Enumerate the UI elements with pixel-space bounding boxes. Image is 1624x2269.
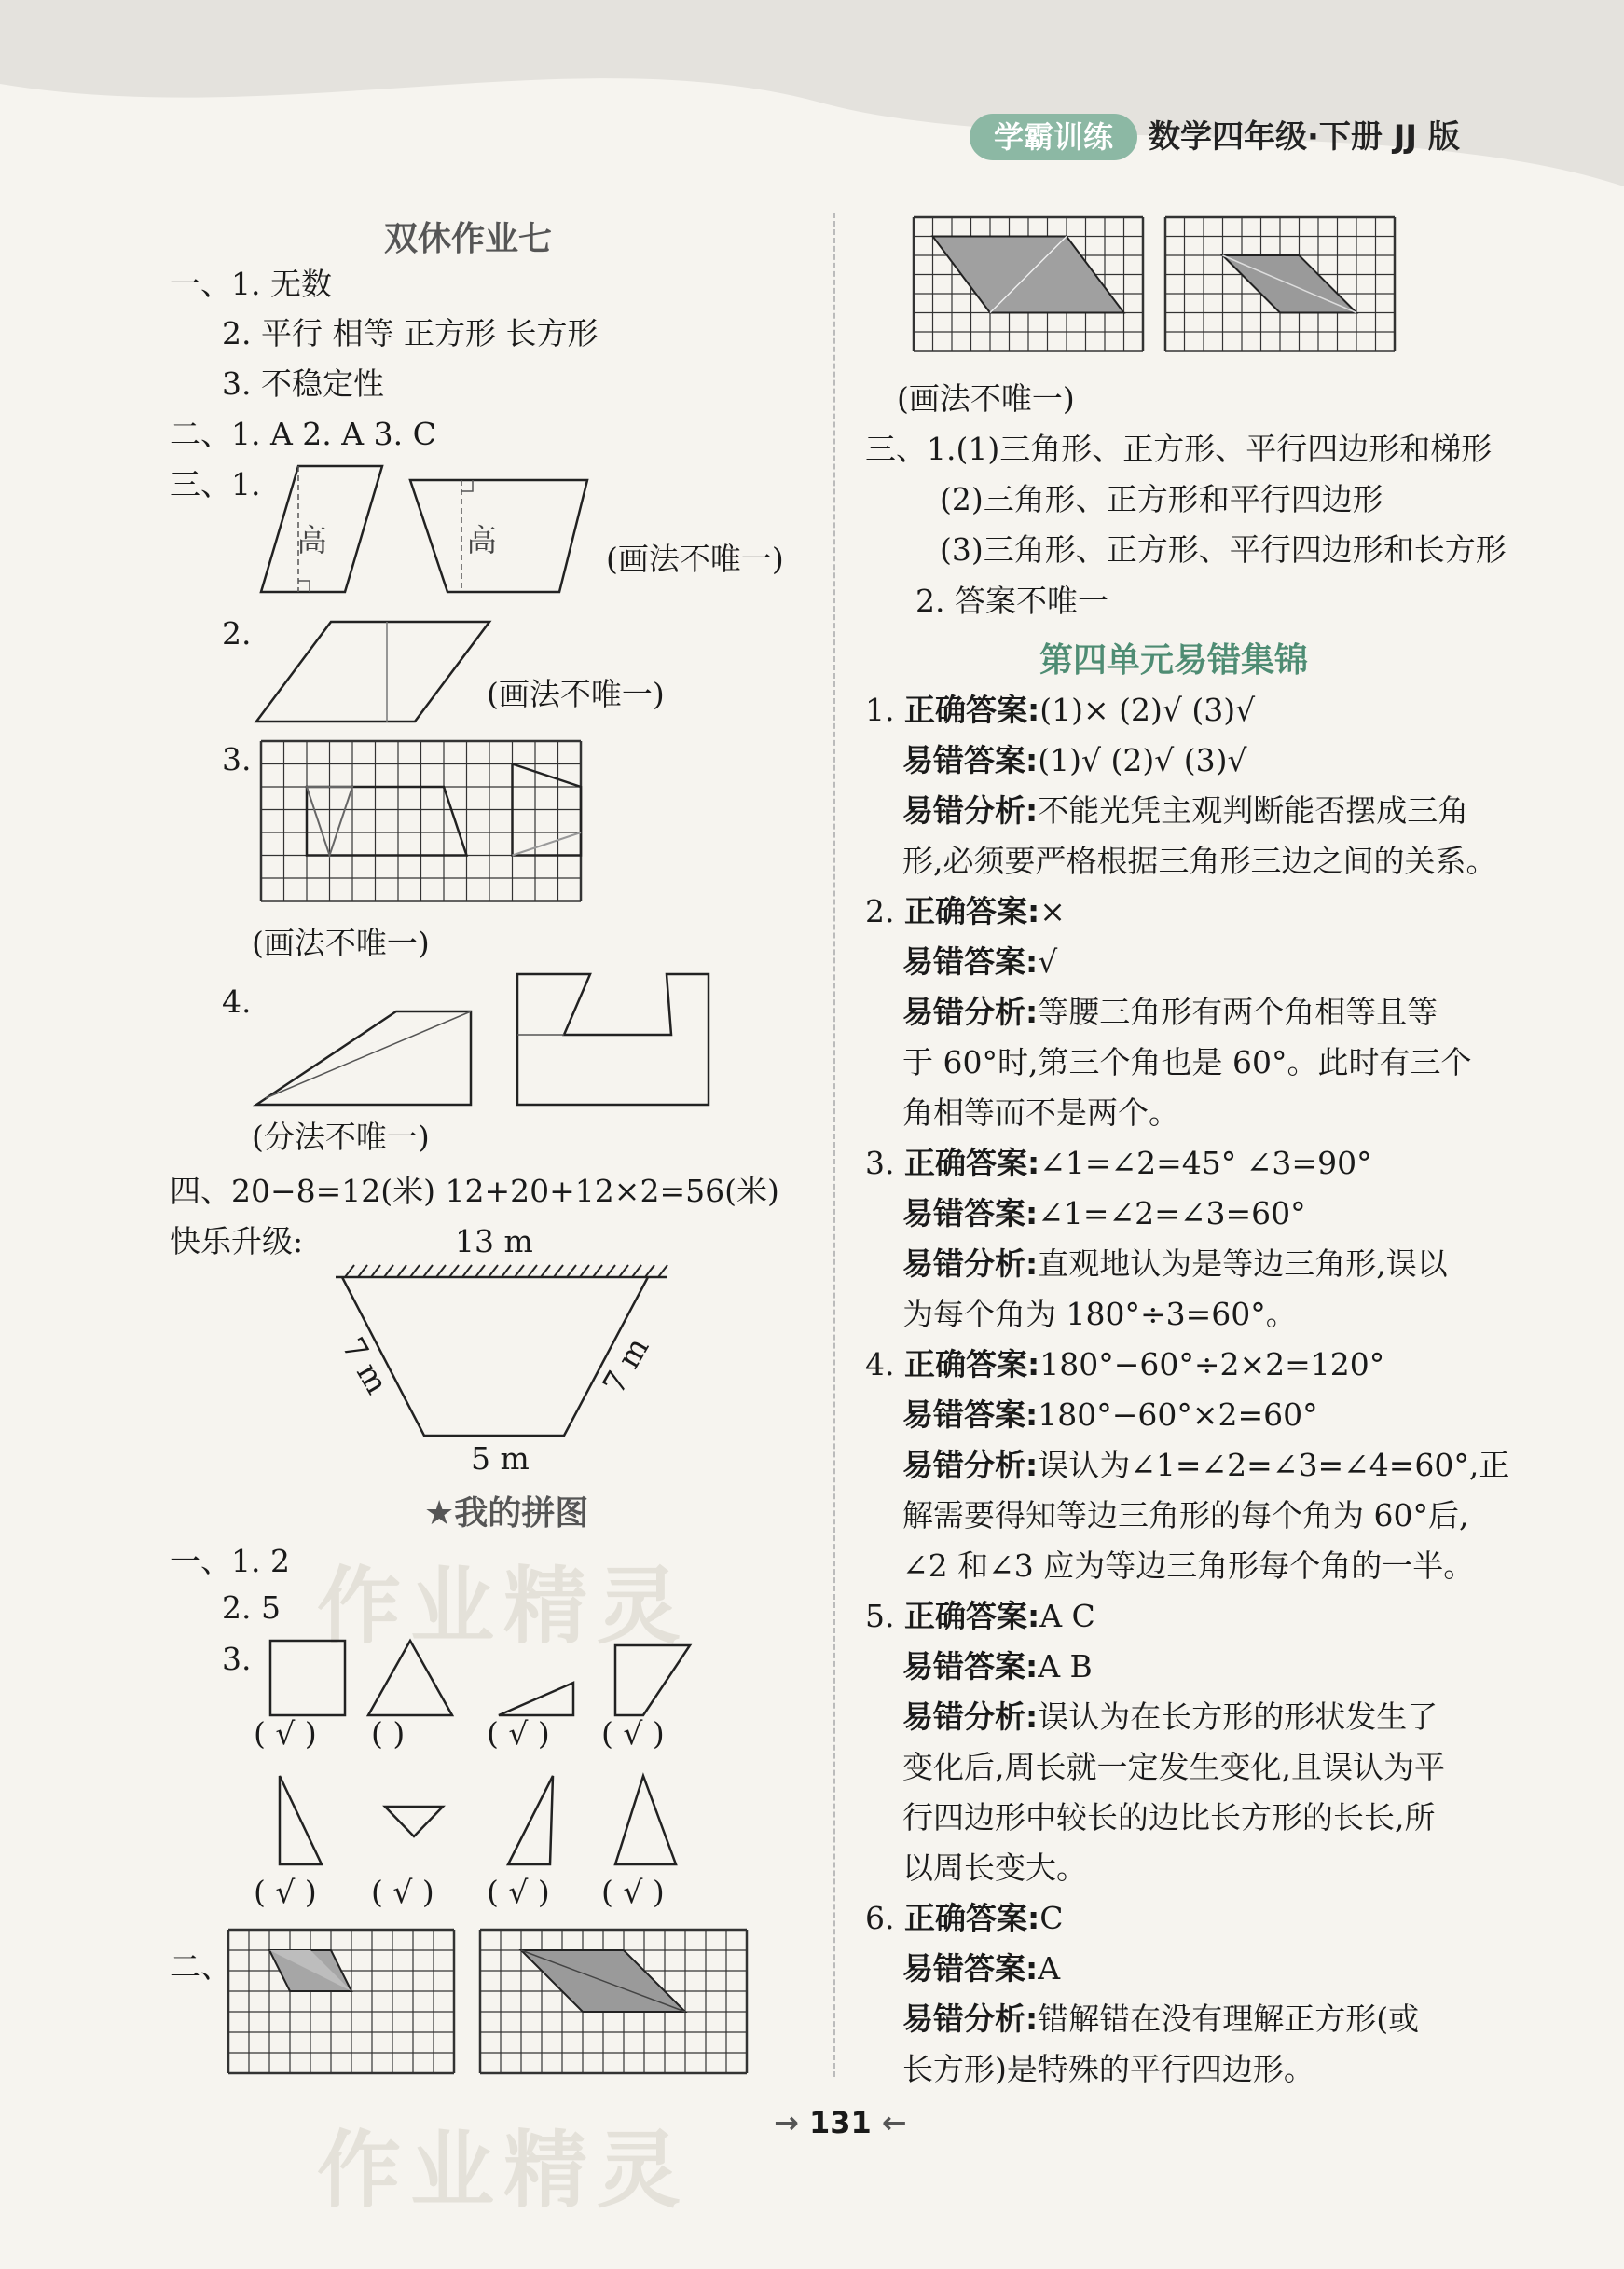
- answer-line: 四、20−8=12(米) 12+20+12×2=56(米): [170, 1173, 779, 1209]
- analysis-line: 形,必须要严格根据三角形三边之间的关系。: [902, 843, 1497, 879]
- answer-line: 2. 平行 相等 正方形 长方形: [222, 315, 599, 351]
- answer-note: (画法不唯一): [897, 380, 1075, 417]
- analysis-line: 为每个角为 180°÷3=60°。: [902, 1296, 1297, 1332]
- grid-figure: [256, 736, 783, 918]
- answer-line: (2)三角形、正方形和平行四边形: [940, 481, 1383, 517]
- answer-line: 一、1. 2: [170, 1543, 290, 1579]
- analysis-line: 变化后,周长就一定发生变化,且误认为平: [902, 1749, 1445, 1785]
- answer-note: (画法不唯一): [606, 541, 784, 577]
- correct-answer: 5. 正确答案:A C: [865, 1598, 1095, 1634]
- grid-figure: [914, 213, 1473, 371]
- answer-note: (分法不唯一): [252, 1119, 430, 1155]
- arrow-right-icon: ←: [881, 2105, 907, 2140]
- answer-note: (画法不唯一): [487, 676, 665, 712]
- height-label: 高: [296, 522, 327, 558]
- height-label: 高: [466, 522, 497, 558]
- parallelogram-split: [256, 617, 499, 727]
- analysis-line: ∠2 和∠3 应为等边三角形每个角的一半。: [902, 1547, 1475, 1584]
- analysis: 易错分析:直观地认为是等边三角形,误以: [902, 1245, 1448, 1282]
- analysis-line: 长方形)是特殊的平行四边形。: [902, 2051, 1314, 2087]
- check-answer: ( √ ): [601, 1874, 665, 1910]
- watermark: 作业精灵: [317, 1558, 690, 1656]
- answer-line: 3.: [222, 1641, 252, 1677]
- answer-line: 4.: [222, 983, 252, 1020]
- analysis: 易错分析:错解错在没有理解正方形(或: [902, 2001, 1420, 2037]
- answer-line: 二、: [170, 1948, 231, 1985]
- correct-answer: 3. 正确答案:∠1=∠2=45° ∠3=90°: [865, 1145, 1372, 1181]
- analysis-line: 行四边形中较长的边比长方形的长长,所: [902, 1799, 1436, 1836]
- wrong-answer: 易错答案:A B: [902, 1648, 1093, 1685]
- answer-line: 快乐升级:: [170, 1223, 304, 1259]
- answer-line: 2. 5: [222, 1589, 281, 1626]
- wrong-answer: 易错答案:∠1=∠2=∠3=60°: [902, 1195, 1306, 1231]
- answer-line: 三、1.: [170, 466, 261, 502]
- trapezoid-right-label: 7 m: [595, 1330, 656, 1400]
- answer-line: 2.: [222, 615, 252, 652]
- correct-answer: 4. 正确答案:180°−60°÷2×2=120°: [865, 1346, 1385, 1382]
- check-answer: ( √ ): [371, 1874, 434, 1910]
- analysis: 易错分析:误认为∠1=∠2=∠3=∠4=60°,正: [902, 1447, 1510, 1483]
- brand-badge: 学霸训练: [970, 114, 1137, 160]
- analysis-line: 角相等而不是两个。: [902, 1094, 1179, 1131]
- wrong-answer: 易错答案:180°−60°×2=60°: [902, 1396, 1318, 1433]
- check-answer: ( √ ): [487, 1874, 550, 1910]
- page-header: [0, 0, 1624, 186]
- analysis: 易错分析:不能光凭主观判断能否摆成三角: [902, 792, 1469, 829]
- watermark: 作业精灵: [317, 2122, 690, 2220]
- correct-answer: 2. 正确答案:×: [865, 893, 1066, 929]
- check-answer: ( √ ): [487, 1715, 550, 1752]
- answer-note: (画法不唯一): [252, 925, 430, 961]
- analysis: 易错分析:等腰三角形有两个角相等且等: [902, 994, 1438, 1030]
- answer-line: 3.: [222, 741, 252, 777]
- page-number: [774, 2105, 907, 2140]
- trapezoid-top-label: 13 m: [455, 1223, 533, 1259]
- wrong-answer: 易错答案:(1)√ (2)√ (3)√: [902, 742, 1247, 778]
- trapezoid-left-label: 7 m: [335, 1330, 396, 1400]
- correct-answer: 1. 正确答案:(1)× (2)√ (3)√: [865, 692, 1256, 728]
- wrong-answer: 易错答案:√: [902, 943, 1058, 980]
- analysis-line: 于 60°时,第三个角也是 60°。此时有三个: [902, 1044, 1472, 1080]
- wrong-answer: 易错答案:A: [902, 1950, 1061, 1987]
- shapes-row-2: [275, 1771, 685, 1874]
- check-answer: ( √ ): [254, 1715, 317, 1752]
- trapezoid-bottom-label: 5 m: [471, 1440, 530, 1477]
- arrow-left-icon: →: [774, 2105, 799, 2140]
- answer-line: 3. 不稳定性: [222, 365, 384, 402]
- book-title: 数学四年级·下册 JJ 版: [1149, 118, 1460, 156]
- cut-figures: [256, 969, 741, 1109]
- answer-line: 三、1.(1)三角形、正方形、平行四边形和梯形: [865, 431, 1493, 467]
- answer-line: (3)三角形、正方形、平行四边形和长方形: [940, 531, 1507, 568]
- analysis-line: 解需要得知等边三角形的每个角为 60°后,: [902, 1497, 1469, 1533]
- section-title: 第四单元易错集锦: [1039, 641, 1309, 680]
- grid-figure: [224, 1925, 783, 2083]
- analysis-line: 以周长变大。: [902, 1850, 1087, 1886]
- column-divider: [833, 213, 835, 2077]
- analysis: 易错分析:误认为在长方形的形状发生了: [902, 1698, 1438, 1735]
- check-answer: ( ): [371, 1715, 406, 1752]
- answer-line: 2. 答案不唯一: [915, 583, 1108, 619]
- check-answer: ( √ ): [601, 1715, 665, 1752]
- check-answer: ( √ ): [254, 1874, 317, 1910]
- answer-line: 二、1. A 2. A 3. C: [170, 416, 436, 452]
- answer-line: 一、1. 无数: [170, 266, 332, 302]
- page-number-text: 131: [808, 2105, 872, 2140]
- section-title: 双休作业七: [384, 220, 553, 258]
- correct-answer: 6. 正确答案:C: [865, 1900, 1064, 1936]
- section-title: ★我的拼图: [424, 1494, 589, 1533]
